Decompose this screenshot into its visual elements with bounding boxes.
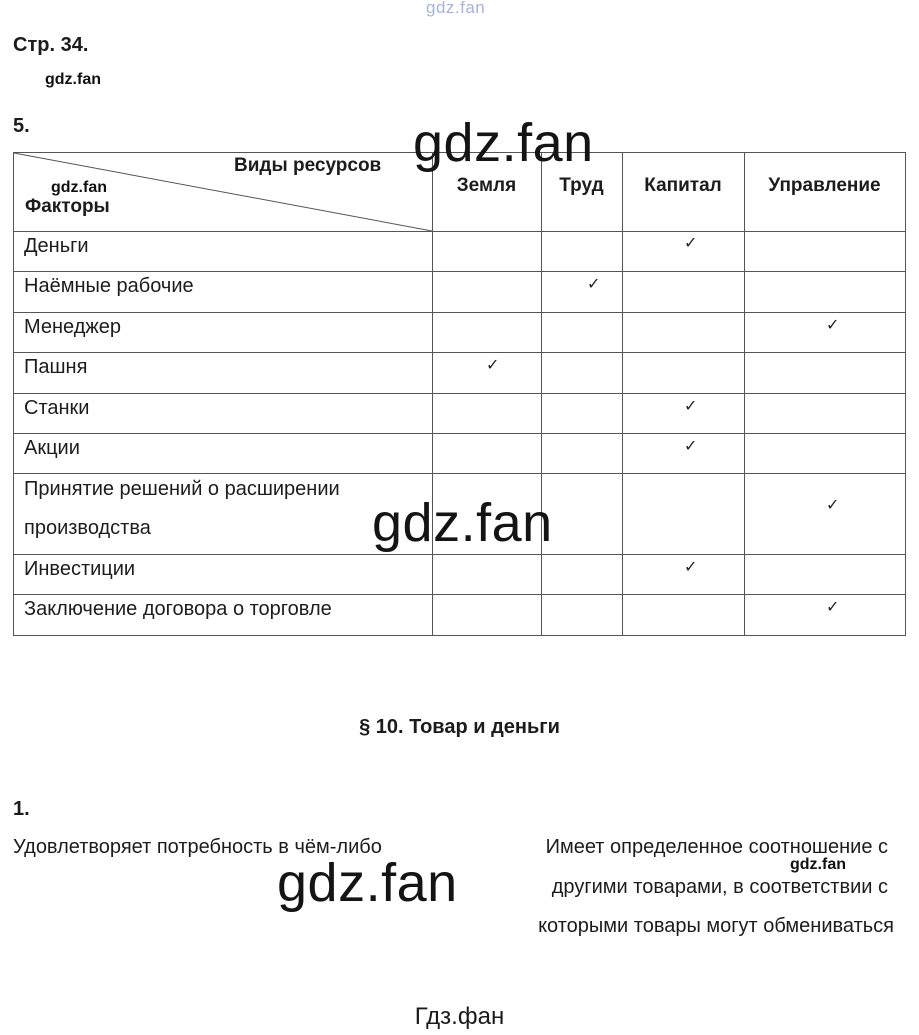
row-divider [13,393,906,394]
checkmark-icon: ✓ [826,597,840,616]
column-header-land: Земля [456,175,517,196]
row-label: Станки [24,397,90,419]
task-5-number: 5. [13,115,30,137]
checkmark-icon: ✓ [684,233,698,252]
checkmark-icon: ✓ [826,495,840,514]
checkmark-icon: ✓ [486,355,500,374]
row-divider [13,433,906,434]
property-right-line-3: которыми товары могут обмениваться [538,915,894,937]
row-divider [13,312,906,313]
row-label: Деньги [24,235,89,257]
watermark-large: gdz.fan [277,853,458,913]
row-label: Акции [24,437,80,459]
property-left: Удовлетворяет потребность в чём-либо [13,836,382,858]
header-factors: Факторы [25,196,110,217]
watermark-large: gdz.fan [372,493,553,553]
row-label: Менеджер [24,316,122,338]
page-reference: Стр. 34. [13,34,89,56]
watermark-top: gdz.fan [426,0,486,17]
checkmark-icon: ✓ [684,436,698,455]
section-title: § 10. Товар и деньги [359,716,560,738]
watermark-small: gdz.fan [51,179,107,196]
watermark-large: gdz.fan [413,113,594,173]
checkmark-icon: ✓ [684,396,698,415]
column-header-management: Управление [768,175,881,196]
row-label: Пашня [24,356,88,378]
row-label: Заключение договора о торговле [24,598,332,620]
row-label-line-1: Принятие решений о расширении [24,478,340,500]
row-label: Наёмные рабочие [24,275,194,297]
column-header-labor: Труд [559,175,604,196]
checkmark-icon: ✓ [826,315,840,334]
watermark-bottom: Гдз.фан [414,1003,505,1030]
property-right-line-2: другими товарами, в соответствии с [551,876,888,898]
checkmark-icon: ✓ [587,274,601,293]
header-resource-types: Виды ресурсов [234,155,382,176]
watermark-small: gdz.fan [45,71,101,88]
column-header-capital: Капитал [644,175,722,196]
row-label: Инвестиции [24,558,136,580]
table-border-bottom [13,635,906,636]
property-right-line-1: Имеет определенное соотношение с [545,836,888,858]
row-divider [13,352,906,353]
row-divider [13,554,906,555]
task-1-number: 1. [13,798,30,820]
checkmark-icon: ✓ [684,557,698,576]
watermark-small: gdz.fan [790,856,846,873]
row-label-line-2: производства [24,517,151,539]
